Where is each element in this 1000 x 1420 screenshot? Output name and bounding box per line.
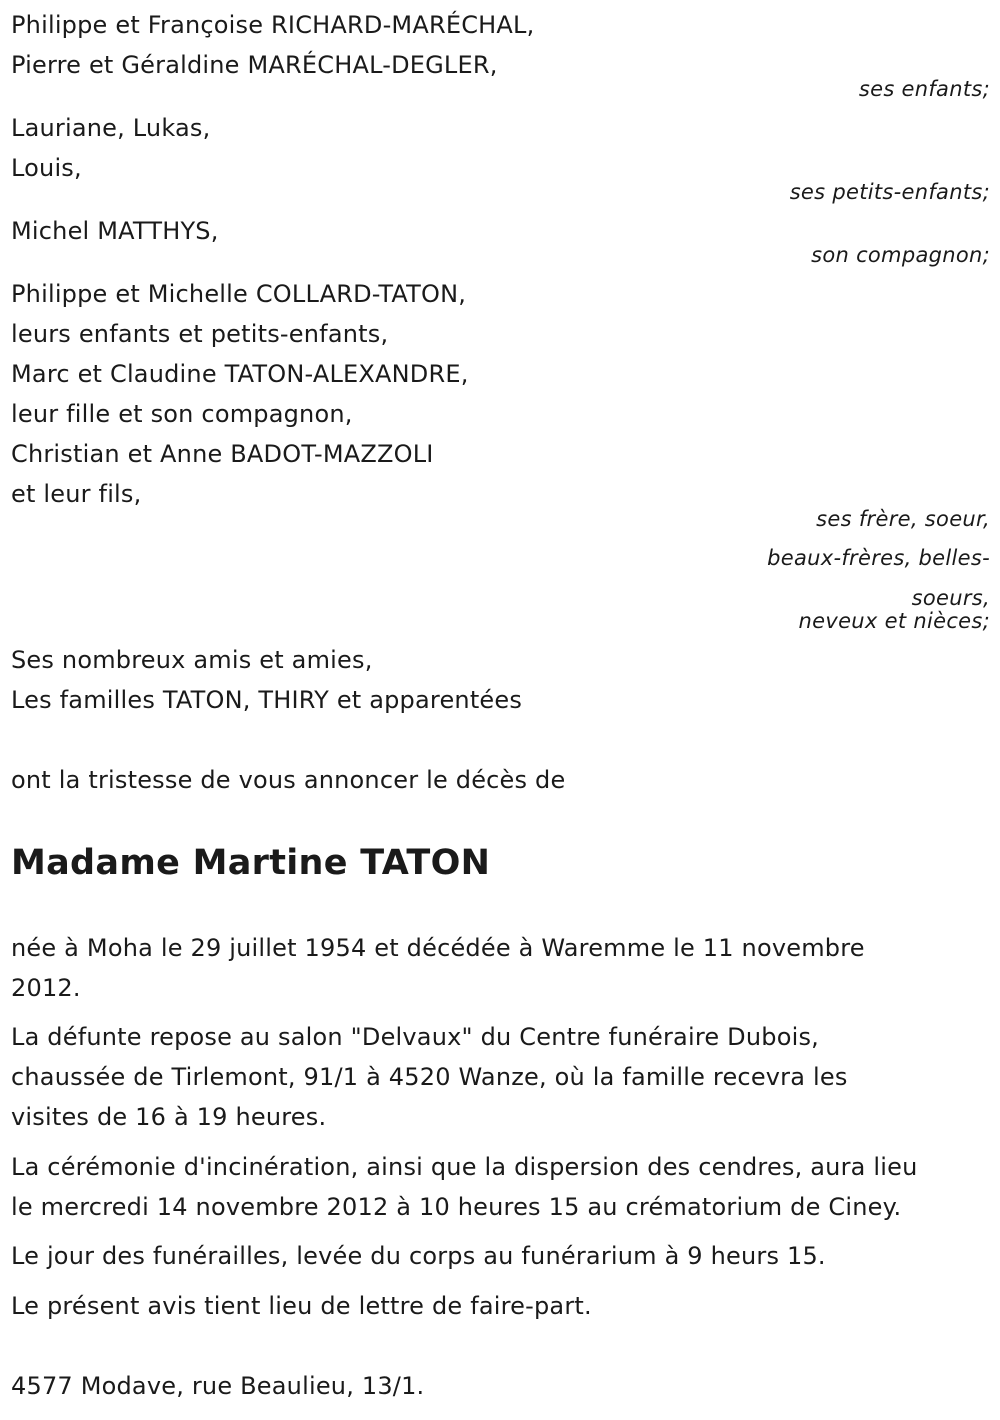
funeral-day-line: Le jour des funérailles, levée du corps au funérarium à 9 heurs 15. <box>11 1242 826 1270</box>
repose-line-1: La défunte repose au salon "Delvaux" du Centre funéraire Dubois, <box>11 1023 819 1051</box>
repose-line-3: visites de 16 à 19 heures. <box>11 1103 327 1131</box>
deceased-name: Madame Martine TATON <box>11 843 491 883</box>
children-line-1: Philippe et Françoise RICHARD-MARÉCHAL, <box>11 11 535 39</box>
ceremony-line-1: La cérémonie d'incinération, ainsi que la dispersion des cendres, aura lieu <box>11 1153 918 1181</box>
siblings-role-line-1: ses frère, soeur, <box>816 507 990 531</box>
siblings-line-1: Philippe et Michelle COLLARD-TATON, <box>11 280 467 308</box>
birth-death-line-2: 2012. <box>11 974 81 1002</box>
birth-death-line-1: née à Moha le 29 juillet 1954 et décédée à Waremme le 11 novembre <box>11 934 865 962</box>
siblings-line-6: et leur fils, <box>11 480 142 508</box>
siblings-line-3: Marc et Claudine TATON-ALEXANDRE, <box>11 360 469 388</box>
siblings-line-5: Christian et Anne BADOT-MAZZOLI <box>11 440 434 468</box>
siblings-role-line-4: neveux et nièces; <box>798 609 990 633</box>
siblings-role-line-2: beaux-frères, belles- <box>767 546 990 570</box>
grandchildren-line-1: Lauriane, Lukas, <box>11 114 211 142</box>
siblings-role-line-3: soeurs, <box>911 586 990 610</box>
others-line-1: Ses nombreux amis et amies, <box>11 646 373 674</box>
notice-line: Le présent avis tient lieu de lettre de faire-part. <box>11 1292 592 1320</box>
others-line-2: Les familles TATON, THIRY et apparentées <box>11 686 523 714</box>
announcement-text: ont la tristesse de vous annoncer le décès de <box>11 766 566 794</box>
companion-line: Michel MATTHYS, <box>11 217 219 245</box>
children-role: ses enfants; <box>858 77 990 101</box>
siblings-line-4: leur fille et son compagnon, <box>11 400 353 428</box>
grandchildren-role: ses petits-enfants; <box>789 180 990 204</box>
companion-role: son compagnon; <box>811 243 990 267</box>
ceremony-line-2: le mercredi 14 novembre 2012 à 10 heures 15 au crématorium de Ciney. <box>11 1193 902 1221</box>
grandchildren-line-2: Louis, <box>11 154 82 182</box>
children-line-2: Pierre et Géraldine MARÉCHAL-DEGLER, <box>11 51 498 79</box>
address-line: 4577 Modave, rue Beaulieu, 13/1. <box>11 1372 425 1400</box>
siblings-line-2: leurs enfants et petits-enfants, <box>11 320 389 348</box>
repose-line-2: chaussée de Tirlemont, 91/1 à 4520 Wanze, où la famille recevra les <box>11 1063 848 1091</box>
